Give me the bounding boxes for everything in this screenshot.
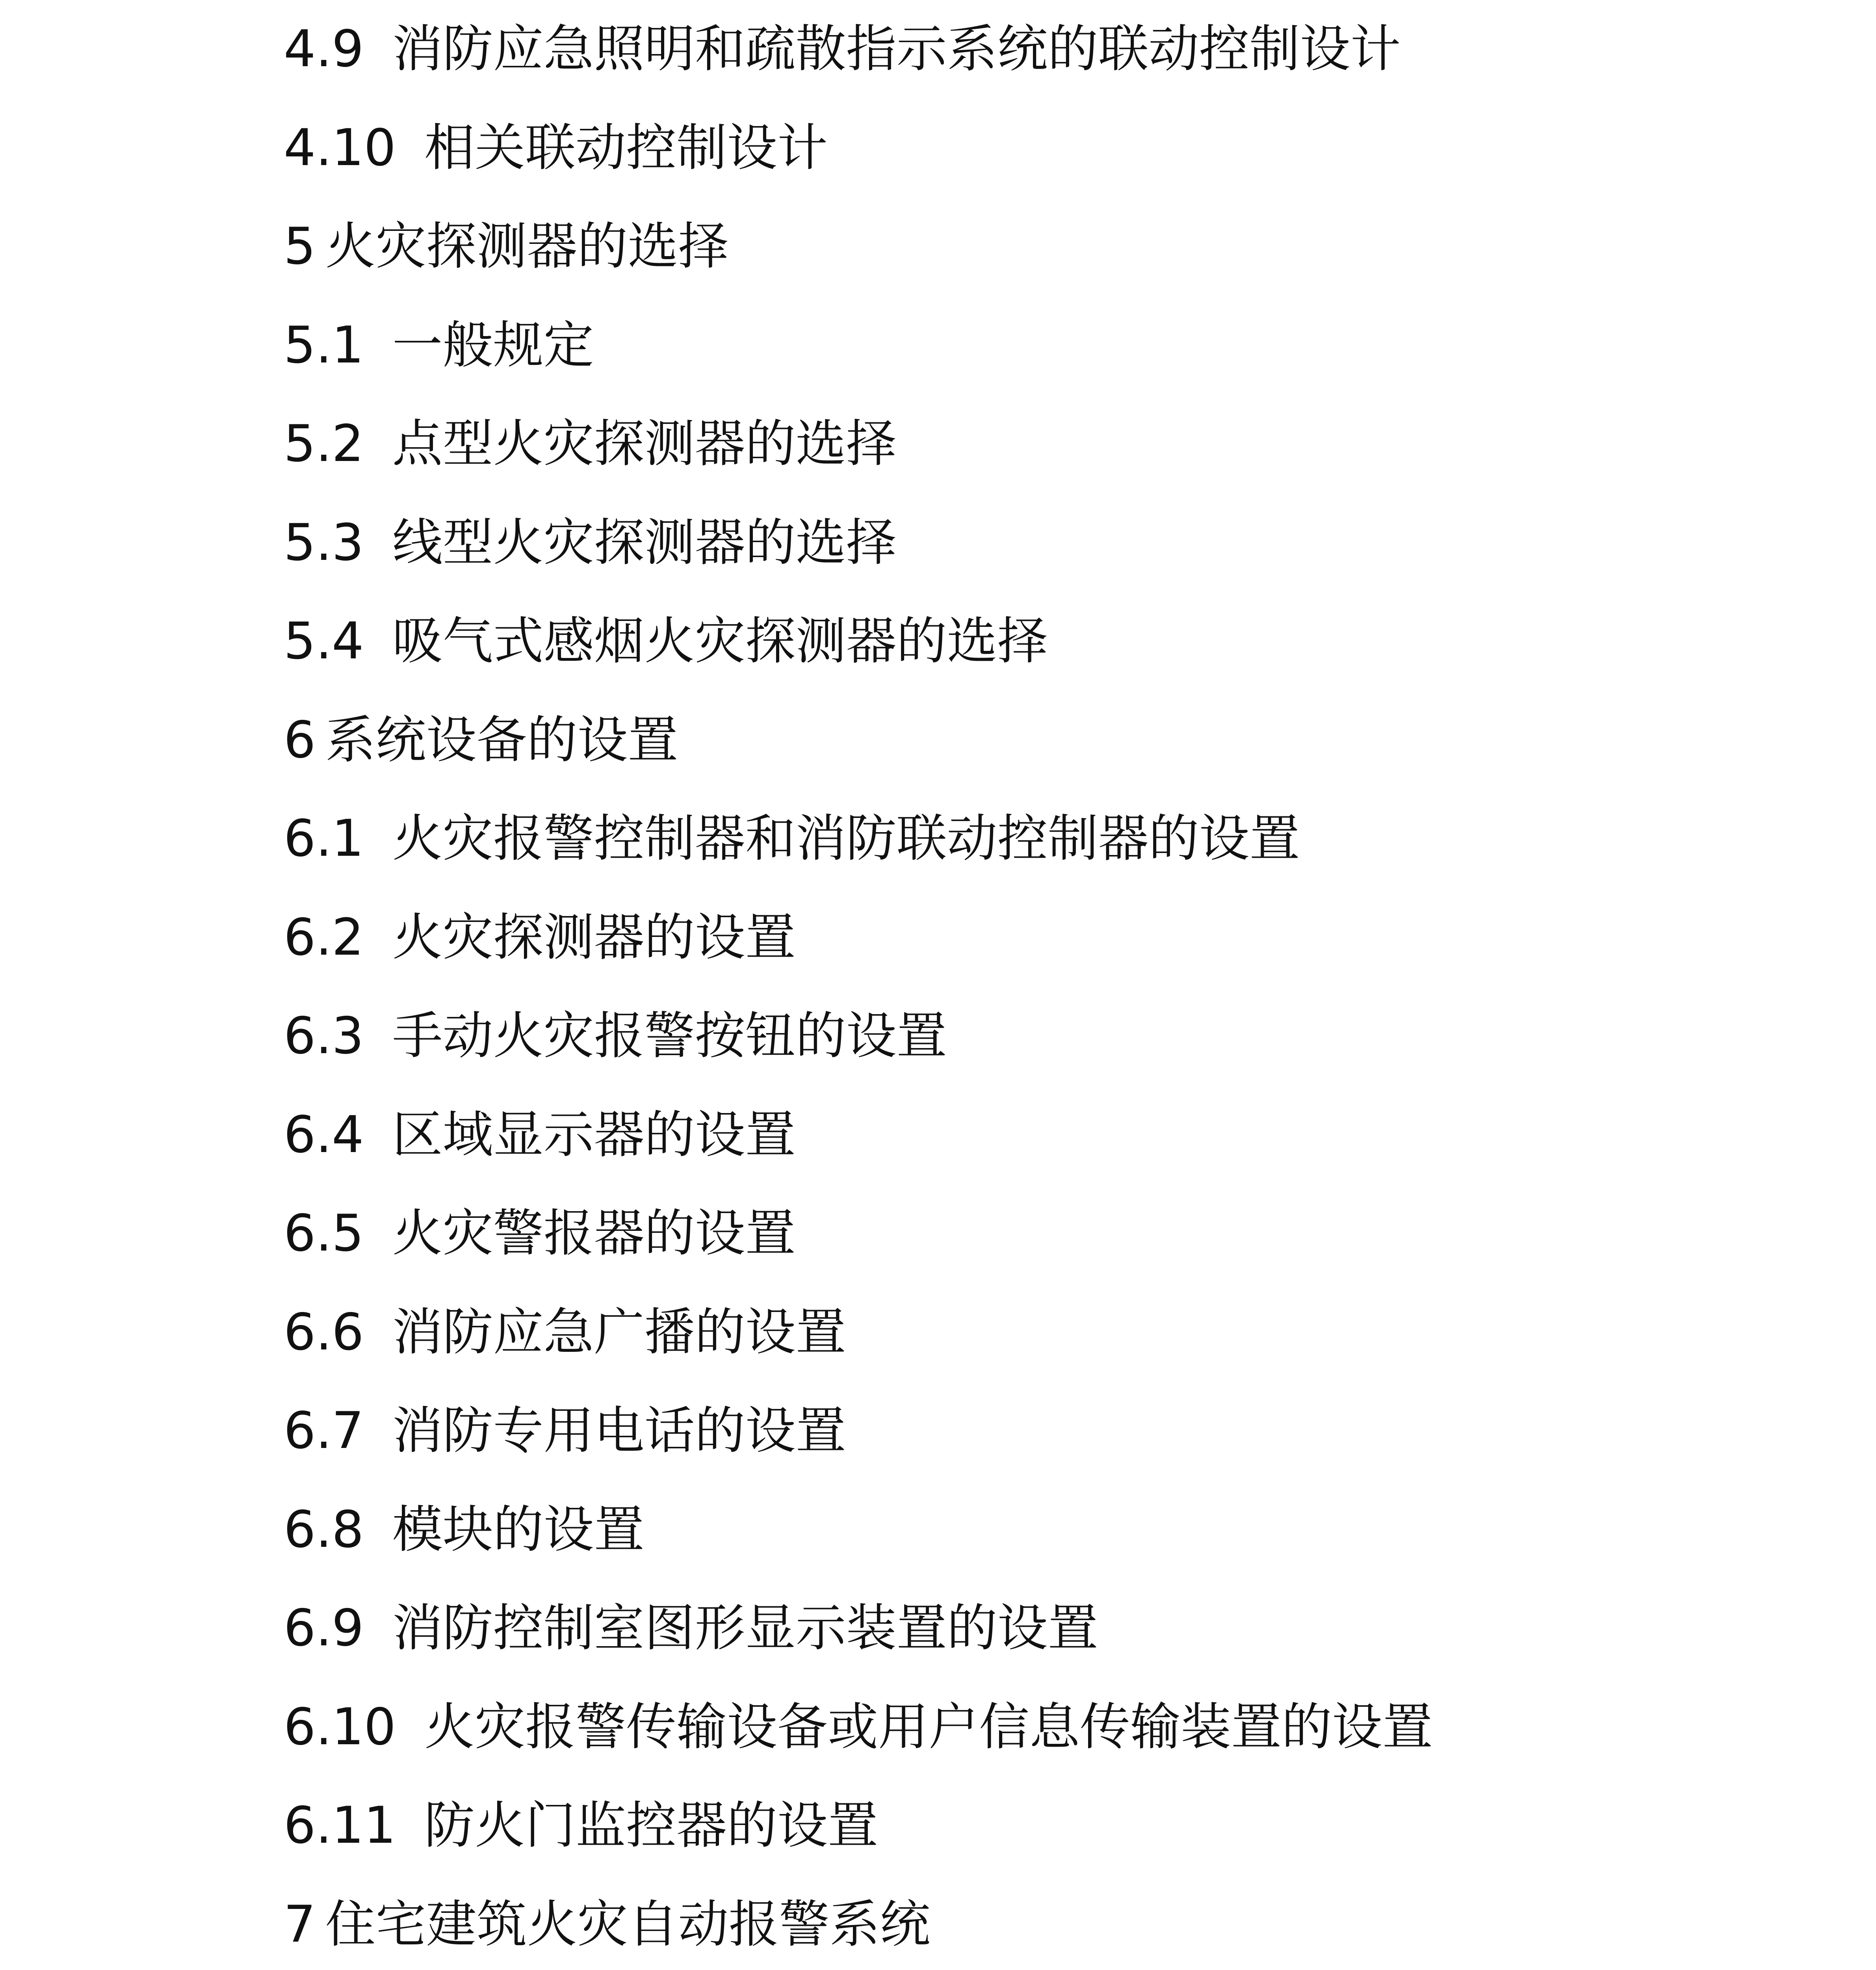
table-of-contents <box>284 0 1781 1970</box>
toc-entry-number: 5 <box>284 217 316 276</box>
toc-entry-number: 6.1 <box>284 809 364 868</box>
toc-entry <box>284 1184 1781 1283</box>
toc-entry <box>284 888 1781 987</box>
toc-entry <box>284 1678 1781 1777</box>
toc-entry-title: 线型火灾探测器的选择 <box>392 513 897 572</box>
toc-entry-number: 6 <box>284 710 316 769</box>
toc-entry <box>284 691 1781 790</box>
toc-entry-title: 消防应急照明和疏散指示系统的联动控制设计 <box>392 20 1401 79</box>
toc-entry-number: 5.2 <box>284 414 364 474</box>
toc-entry <box>284 1382 1781 1481</box>
toc-entry-number: 6.8 <box>284 1500 364 1559</box>
toc-entry-title: 系统设备的设置 <box>325 710 678 769</box>
toc-entry-title: 火灾报警传输设备或用户信息传输装置的设置 <box>424 1697 1433 1756</box>
toc-entry-number: 6.7 <box>284 1401 364 1461</box>
toc-entry <box>284 494 1781 593</box>
toc-entry-number: 6.4 <box>284 1105 364 1164</box>
toc-entry-title: 火灾探测器的选择 <box>325 217 729 276</box>
toc-entry <box>284 0 1781 99</box>
toc-entry <box>284 395 1781 494</box>
toc-entry <box>284 1481 1781 1580</box>
toc-entry <box>284 987 1781 1086</box>
toc-entry-number: 6.10 <box>284 1697 396 1756</box>
toc-entry-title: 吸气式感烟火灾探测器的选择 <box>392 612 1048 671</box>
toc-entry <box>284 1283 1781 1382</box>
toc-entry-number: 5.1 <box>284 316 364 375</box>
toc-entry-title: 消防应急广播的设置 <box>392 1303 846 1362</box>
toc-entry-title: 火灾探测器的设置 <box>392 908 796 967</box>
toc-entry <box>284 1875 1781 1970</box>
toc-entry-title: 相关联动控制设计 <box>424 118 828 177</box>
toc-entry-title: 火灾报警控制器和消防联动控制器的设置 <box>392 809 1300 868</box>
toc-entry <box>284 592 1781 691</box>
toc-entry <box>284 1086 1781 1185</box>
toc-entry-number: 6.5 <box>284 1204 364 1263</box>
toc-entry-number: 5.3 <box>284 513 364 572</box>
toc-entry-number: 6.3 <box>284 1007 364 1066</box>
toc-entry-number: 5.4 <box>284 612 364 671</box>
toc-entry-number: 6.6 <box>284 1303 364 1362</box>
toc-entry-title: 消防专用电话的设置 <box>392 1401 846 1461</box>
toc-entry <box>284 790 1781 888</box>
toc-entry-title: 点型火灾探测器的选择 <box>392 414 897 474</box>
toc-entry-number: 7 <box>284 1895 316 1954</box>
toc-entry-title: 区域显示器的设置 <box>392 1105 796 1164</box>
toc-entry <box>284 1777 1781 1875</box>
toc-entry-title: 防火门监控器的设置 <box>424 1796 879 1855</box>
toc-entry-number: 4.9 <box>284 20 364 79</box>
toc-entry <box>284 1579 1781 1678</box>
toc-entry-title: 住宅建筑火灾自动报警系统 <box>325 1895 931 1954</box>
toc-entry-title: 一般规定 <box>392 316 594 375</box>
toc-entry <box>284 296 1781 395</box>
toc-entry-title: 消防控制室图形显示装置的设置 <box>392 1599 1098 1658</box>
toc-entry-title: 模块的设置 <box>392 1500 645 1559</box>
toc-entry-title: 火灾警报器的设置 <box>392 1204 796 1263</box>
toc-entry <box>284 99 1781 198</box>
toc-entry-number: 6.11 <box>284 1796 396 1855</box>
toc-entry-number: 4.10 <box>284 118 396 177</box>
toc-entry <box>284 197 1781 296</box>
toc-entry-number: 6.2 <box>284 908 364 967</box>
toc-entry-title: 手动火灾报警按钮的设置 <box>392 1007 947 1066</box>
toc-entry-number: 6.9 <box>284 1599 364 1658</box>
